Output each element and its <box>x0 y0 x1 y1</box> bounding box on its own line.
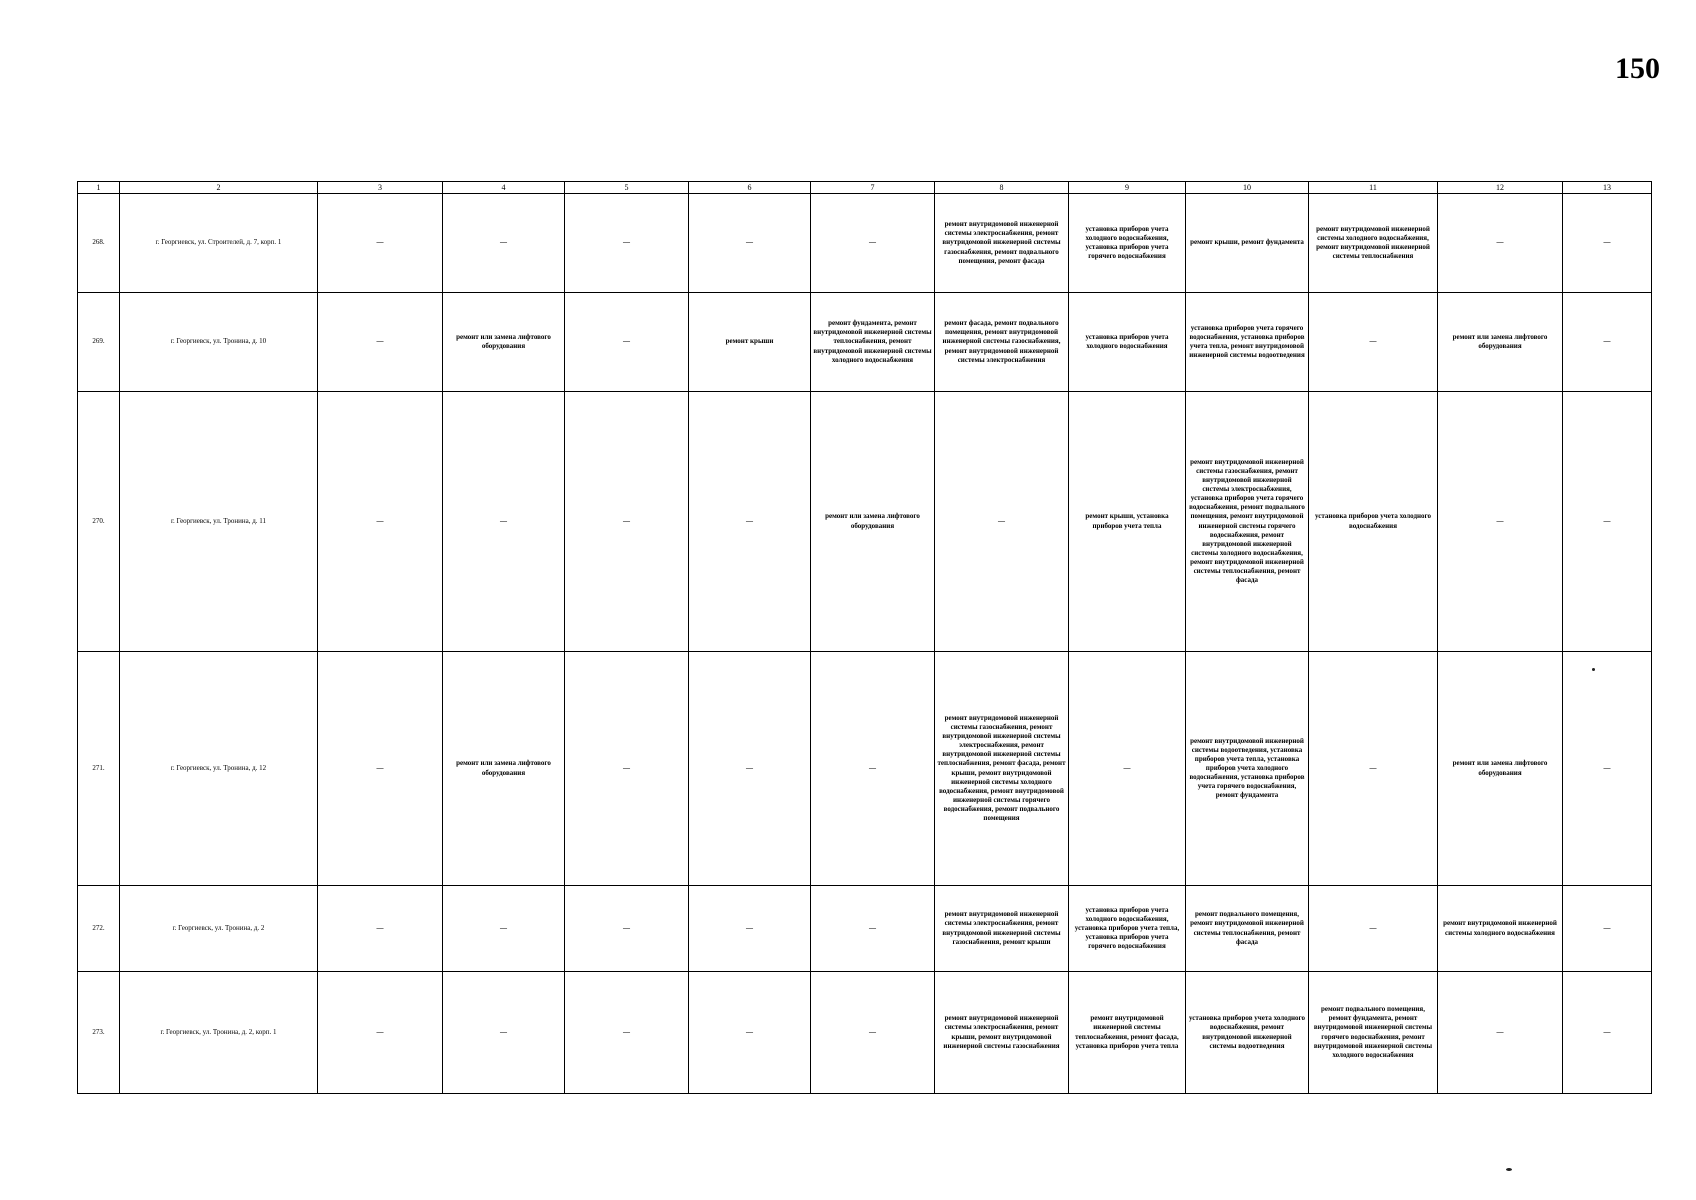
work-cell: ремонт подвального помещения, ремонт фундамента, ремонт внутридомовой инженерной системы горячего водоснабжения, ремонт внутридомовой инженерной системы холодного водоснабжения <box>1309 972 1438 1094</box>
empty-cell: — <box>1309 886 1438 972</box>
work-cell: ремонт внутридомовой инженерной системы холодного водоснабжения <box>1438 886 1563 972</box>
empty-cell: — <box>811 194 935 293</box>
scan-speck <box>1506 1168 1512 1171</box>
scan-speck <box>1592 668 1595 671</box>
column-header: 10 <box>1186 182 1309 194</box>
work-cell: ремонт фасада, ремонт подвального помещения, ремонт внутридомовой инженерной системы газоснабжения, ремонт внутридомовой инженерной системы электроснабжения <box>935 293 1069 392</box>
repair-schedule-table <box>77 181 1652 1094</box>
empty-cell: — <box>318 194 443 293</box>
empty-cell: — <box>443 886 565 972</box>
work-cell: ремонт крыши <box>689 293 811 392</box>
empty-cell: — <box>318 293 443 392</box>
work-cell: ремонт или замена лифтового оборудования <box>1438 652 1563 886</box>
column-header: 4 <box>443 182 565 194</box>
column-header: 8 <box>935 182 1069 194</box>
work-cell: установка приборов учета холодного водоснабжения, установка приборов учета тепла, установка приборов учета горячего водоснабжения <box>1069 886 1186 972</box>
column-header: 2 <box>120 182 318 194</box>
work-cell: установка приборов учета холодного водоснабжения <box>1069 293 1186 392</box>
work-cell: ремонт или замена лифтового оборудования <box>811 392 935 652</box>
work-cell: ремонт внутридомовой инженерной системы электроснабжения, ремонт внутридомовой инженерной системы газоснабжения, ремонт крыши <box>935 886 1069 972</box>
column-header: 7 <box>811 182 935 194</box>
column-header: 13 <box>1563 182 1652 194</box>
empty-cell: — <box>1438 194 1563 293</box>
empty-cell: — <box>811 886 935 972</box>
empty-cell: — <box>318 886 443 972</box>
work-cell: ремонт подвального помещения, ремонт внутридомовой инженерной системы теплоснабжения, ремонт фасада <box>1186 886 1309 972</box>
table-row <box>78 293 1652 392</box>
column-header: 6 <box>689 182 811 194</box>
work-cell: установка приборов учета холодного водоснабжения <box>1309 392 1438 652</box>
column-header: 9 <box>1069 182 1186 194</box>
work-cell: ремонт внутридомовой инженерной системы электроснабжения, ремонт внутридомовой инженерной системы газоснабжения, ремонт подвального помещения, ремонт фасада <box>935 194 1069 293</box>
empty-cell: — <box>565 392 689 652</box>
address: г. Георгиевск, ул. Тронина, д. 2 <box>120 886 318 972</box>
row-number: 271. <box>78 652 120 886</box>
empty-cell: — <box>1438 392 1563 652</box>
address: г. Георгиевск, ул. Тронина, д. 12 <box>120 652 318 886</box>
empty-cell: — <box>443 194 565 293</box>
empty-cell: — <box>689 972 811 1094</box>
empty-cell: — <box>689 886 811 972</box>
work-cell: ремонт крыши, ремонт фундамента <box>1186 194 1309 293</box>
empty-cell: — <box>689 652 811 886</box>
work-cell: ремонт или замена лифтового оборудования <box>443 293 565 392</box>
column-number-row <box>78 182 1652 194</box>
empty-cell: — <box>1309 652 1438 886</box>
page-number: 150 <box>1615 52 1660 85</box>
table-row <box>78 194 1652 293</box>
table-row <box>78 972 1652 1094</box>
work-cell: ремонт внутридомовой инженерной системы холодного водоснабжения, ремонт внутридомовой инженерной системы теплоснабжения <box>1309 194 1438 293</box>
column-header: 5 <box>565 182 689 194</box>
empty-cell: — <box>1563 392 1652 652</box>
work-cell: ремонт или замена лифтового оборудования <box>1438 293 1563 392</box>
work-cell: установка приборов учета горячего водоснабжения, установка приборов учета тепла, ремонт внутридомовой инженерной системы водоотведения <box>1186 293 1309 392</box>
empty-cell: — <box>1563 972 1652 1094</box>
empty-cell: — <box>1563 886 1652 972</box>
table-row <box>78 652 1652 886</box>
column-header: 1 <box>78 182 120 194</box>
empty-cell: — <box>443 392 565 652</box>
row-number: 270. <box>78 392 120 652</box>
work-cell: ремонт или замена лифтового оборудования <box>443 652 565 886</box>
work-cell: ремонт внутридомовой инженерной системы газоснабжения, ремонт внутридомовой инженерной системы электроснабжения, установка приборов учета горячего водоснабжения, ремонт подвального помещения, ремонт внутридомовой инженерной системы горячего водоснабжения, ремонт внутридомовой инженерной системы холодного водоснабжения, ремонт внутридомовой инженерной системы теплоснабжения, ремонт фасада <box>1186 392 1309 652</box>
empty-cell: — <box>565 972 689 1094</box>
empty-cell: — <box>1069 652 1186 886</box>
empty-cell: — <box>811 972 935 1094</box>
work-cell: ремонт внутридомовой инженерной системы теплоснабжения, ремонт фасада, установка приборов учета тепла <box>1069 972 1186 1094</box>
empty-cell: — <box>565 652 689 886</box>
work-cell: ремонт крыши, установка приборов учета тепла <box>1069 392 1186 652</box>
work-cell: установка приборов учета холодного водоснабжения, ремонт внутридомовой инженерной системы водоотведения <box>1186 972 1309 1094</box>
column-header: 12 <box>1438 182 1563 194</box>
column-header: 11 <box>1309 182 1438 194</box>
empty-cell: — <box>1438 972 1563 1094</box>
empty-cell: — <box>1563 194 1652 293</box>
empty-cell: — <box>935 392 1069 652</box>
empty-cell: — <box>318 652 443 886</box>
row-number: 268. <box>78 194 120 293</box>
work-cell: ремонт внутридомовой инженерной системы электроснабжения, ремонт крыши, ремонт внутридомовой инженерной системы газоснабжения <box>935 972 1069 1094</box>
row-number: 273. <box>78 972 120 1094</box>
empty-cell: — <box>689 194 811 293</box>
empty-cell: — <box>565 194 689 293</box>
work-cell: установка приборов учета холодного водоснабжения, установка приборов учета горячего водоснабжения <box>1069 194 1186 293</box>
empty-cell: — <box>1563 293 1652 392</box>
table-row <box>78 886 1652 972</box>
address: г. Георгиевск, ул. Строителей, д. 7, корп. 1 <box>120 194 318 293</box>
address: г. Георгиевск, ул. Тронина, д. 11 <box>120 392 318 652</box>
table-row <box>78 392 1652 652</box>
empty-cell: — <box>1563 652 1652 886</box>
empty-cell: — <box>565 886 689 972</box>
empty-cell: — <box>443 972 565 1094</box>
column-header: 3 <box>318 182 443 194</box>
empty-cell: — <box>318 972 443 1094</box>
work-cell: ремонт внутридомовой инженерной системы газоснабжения, ремонт внутридомовой инженерной системы электроснабжения, ремонт внутридомовой инженерной системы теплоснабжения, ремонт фасада, ремонт крыши, ремонт внутридомовой инженерной системы холодного водоснабжения, ремонт внутридомовой инженерной системы горячего водоснабжения, ремонт подвального помещения <box>935 652 1069 886</box>
empty-cell: — <box>1309 293 1438 392</box>
row-number: 272. <box>78 886 120 972</box>
address: г. Георгиевск, ул. Тронина, д. 10 <box>120 293 318 392</box>
empty-cell: — <box>689 392 811 652</box>
empty-cell: — <box>318 392 443 652</box>
empty-cell: — <box>811 652 935 886</box>
address: г. Георгиевск, ул. Тронина, д. 2, корп. 1 <box>120 972 318 1094</box>
row-number: 269. <box>78 293 120 392</box>
work-cell: ремонт внутридомовой инженерной системы водоотведения, установка приборов учета тепла, установка приборов учета холодного водоснабжения, установка приборов учета горячего водоснабжения, ремонт фундамента <box>1186 652 1309 886</box>
work-cell: ремонт фундамента, ремонт внутридомовой инженерной системы теплоснабжения, ремонт внутридомовой инженерной системы холодного водоснабжения <box>811 293 935 392</box>
empty-cell: — <box>565 293 689 392</box>
